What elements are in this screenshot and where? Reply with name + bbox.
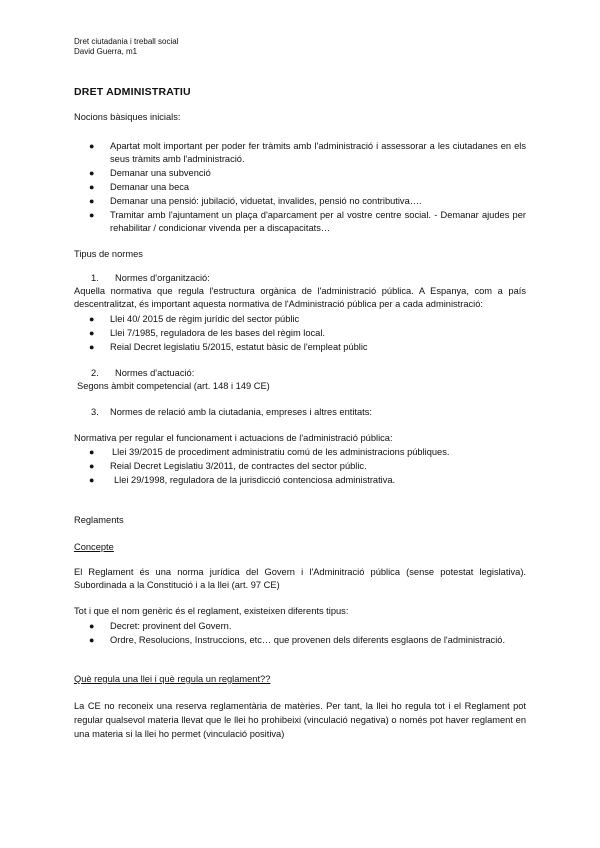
bullet-icon: ● — [89, 475, 95, 485]
list-number: 1. — [91, 273, 99, 283]
section-heading-nocions: Nocions bàsiques inicials: — [74, 112, 181, 122]
list-item: Demanar una subvenció — [110, 168, 211, 178]
list-item: Llei 40/ 2015 de règim jurídic del sector públic — [110, 314, 300, 324]
bullet-icon: ● — [89, 342, 95, 352]
section-heading-reglaments: Reglaments — [74, 515, 124, 525]
list-number: 3. — [91, 407, 99, 417]
subheading-normes-relacio: Normes de relació amb la ciutadania, empreses i altres entitats: — [110, 407, 372, 417]
subheading-normes-actuacio: Normes d'actuació: — [115, 368, 195, 378]
list-item: Decret: provinent del Govern. — [110, 621, 232, 631]
list-item: Ordre, Resolucions, Instruccions, etc… que provenen dels diferents esglaons de l'administració. — [110, 635, 506, 645]
bullet-icon: ● — [89, 447, 95, 457]
list-item: Tramitar amb l'ajuntament un plaça d'aparcament per al vostre centre social. - Demanar ajudes per rehabilitar / condicionar vivenda per a discapacitats… — [110, 210, 526, 233]
bullet-icon: ● — [89, 210, 95, 220]
list-item: Demanar una pensió: jubilació, viduetat, invalides, pensió no contributiva…. — [110, 196, 422, 206]
bullet-icon: ● — [89, 461, 95, 471]
bullet-icon: ● — [89, 196, 95, 206]
section-heading-tipus: Tipus de normes — [74, 249, 143, 259]
paragraph: El Reglament és una norma jurídica del Govern i l'Adminitració pública (sense potestat legislativa). Subordinada a la Constitució i a la llei (art. 97 CE) — [74, 567, 526, 590]
subheading-normes-organitzacio: Normes d'organització: — [115, 273, 210, 283]
doc-header-course: Dret ciutadania i treball social — [74, 37, 179, 46]
page-title: DRET ADMINISTRATIU — [74, 86, 191, 98]
paragraph: La CE no reconeix una reserva reglamentària de matèries. Per tant, la llei ho regula tot i el Reglament pot regular qualsevol materia llevat que le llei ho prohibeixi (vinculació negativa) o només pot haver reglament en una materia si la llei ho permet (vinculació positiva) — [74, 701, 526, 739]
list-item: Llei 39/2015 de procediment administratiu comú de les administracions públiques. — [112, 447, 450, 457]
paragraph: Segons àmbit competencial (art. 148 i 149 CE) — [77, 381, 270, 391]
bullet-icon: ● — [89, 141, 95, 151]
list-number: 2. — [91, 368, 99, 378]
bullet-icon: ● — [89, 182, 95, 192]
bullet-icon: ● — [89, 635, 95, 645]
list-item: Llei 7/1985, reguladora de les bases del règim local. — [110, 328, 325, 338]
paragraph: Aquella normativa que regula l'estructura orgànica de l'administració pública. A Espanya, com a país descentralitzat, és important aquesta normativa de l'Administració pública per a cada administració: — [74, 286, 526, 309]
paragraph: Normativa per regular el funcionament i actuacions de l'administració pública: — [74, 433, 393, 443]
paragraph: Tot i que el nom genèric és el reglament, existeixen diferents tipus: — [74, 606, 349, 616]
bullet-icon: ● — [89, 314, 95, 324]
doc-header-author: David Guerra, m1 — [74, 47, 138, 56]
subheading-concepte: Concepte — [74, 542, 114, 552]
list-item: Demanar una beca — [110, 182, 190, 192]
list-item: Reial Decret legislatiu 5/2015, estatut bàsic de l'empleat públic — [110, 342, 368, 352]
list-item: Apartat molt important per poder fer tràmits amb l'administració i assessorar a les ciutadanes en els seus tràmits amb l'administració. — [110, 141, 526, 164]
bullet-icon: ● — [89, 621, 95, 631]
list-item: Llei 29/1998, reguladora de la jurisdicció contenciosa administrativa. — [114, 475, 396, 485]
bullet-icon: ● — [89, 168, 95, 178]
bullet-icon: ● — [89, 328, 95, 338]
list-item: Reial Decret Legislatiu 3/2011, de contractes del sector públic. — [110, 461, 367, 471]
subheading-question: Què regula una llei i què regula un reglament?? — [74, 674, 271, 684]
